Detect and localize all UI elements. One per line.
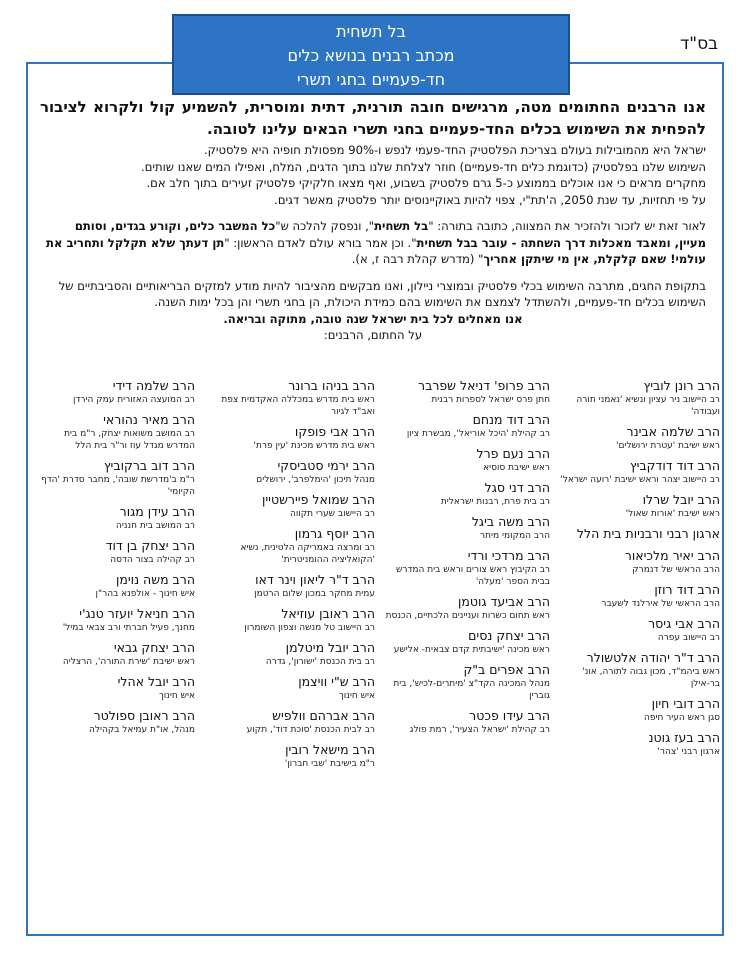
signatory-name: הרב אפרים ב"ק xyxy=(463,662,550,677)
signatory-column-3 xyxy=(205,378,375,776)
title-box xyxy=(172,14,570,95)
signatory-title: רב לבית הכנסת 'סוכת דוד', תקוע xyxy=(246,725,375,735)
signatory-name: הרב מרדכי ורדי xyxy=(467,548,550,563)
signatory-title: איש חינוך xyxy=(158,691,195,701)
signatory-title: רב המושב בית חנניה xyxy=(115,521,195,531)
signatory-entry xyxy=(560,730,720,758)
fact-3: מחקרים מראים כי אנו אוכלים בממוצע כ-5 גרם פלסטיק בשבוע, ואף מצאו חלקיקי פלסטיק זעירים בתוך חלב אם. xyxy=(146,176,706,190)
signatory-entry xyxy=(385,548,550,588)
signatory-title: רב ומרצה באמריקה הלטינית, נשיא 'הקואליציה ההומניטרית' xyxy=(240,543,375,565)
signatory-name: הרב ראובן ספולטר xyxy=(93,708,195,723)
torah-paragraph xyxy=(40,218,706,268)
signatory-title: רב קהילת 'היכל אוריאל', מבשרת ציון xyxy=(406,429,550,439)
signatory-entry xyxy=(385,378,550,406)
signatory-name: הרב שמואל פיירשטיין xyxy=(261,492,375,507)
signatory-entry xyxy=(385,480,550,508)
signatory-entry xyxy=(40,606,195,634)
signatory-title: רב בית הכנסת 'ישורון', גדרה xyxy=(265,657,375,667)
signatory-title: חתן פרס ישראל לספרות רבנית xyxy=(431,395,550,405)
signatory-name: הרב ראובן עוזיאל xyxy=(281,606,375,621)
signatory-name: הרב יובל אהלי xyxy=(117,674,195,689)
signatory-title: ראש תחום כשרות ועניינים הלכתיים, הכנסת xyxy=(385,611,550,621)
signatory-title: ראש ביהמ"ד, מכון גבוה לתורה, אונ' בר-אילן xyxy=(582,667,720,689)
signatory-title: ראש ישיבת 'שירת התורה', הרצליה xyxy=(62,657,195,667)
signatory-title: רב היישוב טל מנשה וצפון השומרון xyxy=(244,623,375,633)
signatory-entry xyxy=(40,538,195,566)
signatory-name: הרב בעז גוטנ xyxy=(648,730,720,745)
signatory-entry xyxy=(560,378,720,418)
signatory-title: רב קהילת 'ישראל הצעיר', רמת פולג xyxy=(409,725,550,735)
signatory-entry xyxy=(205,640,375,668)
signatory-name: הרב ירמי סטביסקי xyxy=(277,458,375,473)
signatory-title: הרב הראשי של דנמרק xyxy=(632,565,720,575)
signatory-entry xyxy=(205,378,375,418)
signatory-entry xyxy=(205,424,375,452)
signatory-entry xyxy=(205,526,375,566)
signatory-title: ראש ישיבת 'אורות שאול' xyxy=(625,509,720,519)
signatory-title: מנהל המכינה הקד"צ 'מיתרים-לכיש', בית גוברין xyxy=(393,679,550,701)
blessing: אנו מאחלים לכל בית ישראל שנה טובה, מתוקה ובריאה. xyxy=(223,311,523,326)
signatory-name: הרב דוד רוזן xyxy=(654,582,720,597)
holiday-paragraph: בתקופת החגים, מתרבה השימוש בכלי פלסטיק ובמוצרי ניילון, ואנו מבקשים מהציבור להיות מודע למזקים הבריאותיים והסביבתיים של השימוש בכלים חד-פעמיים, ולהשתדל לצמצם את השימוש בהם כמידת היכולת, הן בחגי תשרי והן בכל ימות השנה. xyxy=(58,278,706,309)
signatory-title: רב המושב משואות יצחק, ר"מ בית המדרש מגדל עוז ור"ר בית הלל xyxy=(64,429,195,451)
signed-label: על החתום, הרבנים: xyxy=(323,328,423,342)
signatory-entry xyxy=(385,628,550,656)
signatory-entry xyxy=(385,446,550,474)
fact-1: ישראל היא מהמובילות בעולם בצריכת הפלסטיק החד-פעמי לנפש ו-90% מפסולת חופיה היא פלסטיק. xyxy=(204,143,706,157)
fact-4: על פי תחזיות, עד שנת 2050, ה'תת"י, צפוי להיות באוקיינוסים יותר פלסטיק מאשר דגים. xyxy=(274,192,706,207)
signatories xyxy=(40,378,720,808)
torah-quote-1: בל תשחית xyxy=(374,219,429,233)
signatory-title: רב המועצה האזורית עמק הירדן xyxy=(73,395,195,405)
signatory-name: הרב דוד מנחם xyxy=(472,412,550,427)
signatory-title: איש חינוך - אולפנא בהר"ן xyxy=(95,589,195,599)
signatory-title: סגן ראש העיר חיפה xyxy=(643,713,720,723)
signatory-name: הרב דוד דודקביץ xyxy=(629,458,720,473)
signatory-entry xyxy=(205,458,375,486)
signatory-name: הרב עידו פכטר xyxy=(469,708,550,723)
signatory-entry xyxy=(40,640,195,668)
signatory-entry xyxy=(560,696,720,724)
signatory-entry xyxy=(385,514,550,542)
signatory-entry xyxy=(40,572,195,600)
title-line-1: בל תשחית xyxy=(336,22,406,41)
signatory-title: ראש בית מדרש מכינת 'עין פרת' xyxy=(253,441,375,451)
signatory-entry xyxy=(560,458,720,486)
signatory-name: הרב עידן מגור xyxy=(119,504,195,519)
signatory-entry xyxy=(205,742,375,770)
signatory-name: הרב יצחק בן דוד xyxy=(105,538,195,553)
signatory-entry xyxy=(560,424,720,452)
torah-quote-3: תן דעתך שלא תקלקל ותחריב את עולמי! שאם קלקלת, אין מי שיתקן אחריך xyxy=(46,235,706,266)
signatory-name: הרב חניאל יועזר טנג'י xyxy=(79,606,195,621)
signatory-title: ראש בית מדרש במכללה האקדמית צפת ואב"ד לגיור xyxy=(221,395,375,417)
torah-text-1: לאור זאת יש לזכור ולהזכיר את המצווה, כתובה בתורה: " xyxy=(428,219,706,233)
signatory-entry xyxy=(40,708,195,736)
signatory-name: הרב נעם פרל xyxy=(476,446,550,461)
signatory-entry xyxy=(385,594,550,622)
torah-text-4: " (מדרש קהלת רבה ז, א). xyxy=(351,252,484,266)
signatory-title: רב בית פרת, רבנות ישראלית xyxy=(440,497,550,507)
signatory-title: ארגון רבני 'צהר' xyxy=(657,747,720,757)
signatory-name: הרב אביעד גוטמן xyxy=(458,594,550,609)
signatory-name: הרב דני סגל xyxy=(484,480,550,495)
signatory-name: הרב שלמה דידי xyxy=(112,378,195,393)
signatory-entry xyxy=(560,582,720,610)
signatory-name: הרב יובל שרלו xyxy=(642,492,720,507)
signatory-name: הרב אבי גיסר xyxy=(648,616,720,631)
signatory-title: הרב הראשי של אירלנד לשעבר xyxy=(601,599,720,609)
signatory-entry xyxy=(205,708,375,736)
signatory-title: הרב המקומי מיתר xyxy=(480,531,550,541)
signatory-title: ראש ישיבת 'עטרת ירושלים' xyxy=(615,441,720,451)
torah-text-3: ". וכן אמר בורא עולם לאדם הראשון: " xyxy=(224,235,417,250)
signatory-name: הרב יוסף גרמון xyxy=(294,526,375,541)
signatory-name: הרב רונן לוביץ xyxy=(643,378,720,393)
signatory-title: עמית מחקר במכון שלום הרטמן xyxy=(254,589,375,599)
signatory-entry xyxy=(385,412,550,440)
signatory-entry xyxy=(205,492,375,520)
signatory-name: הרב מאיר נהוראי xyxy=(103,412,195,427)
signatory-name: הרב ש"י וויצמן xyxy=(298,674,375,689)
signatory-title: מחנך, פעיל חברתי ורב צבאי במיל' xyxy=(62,623,195,633)
signatory-name: הרב יצחק גבאי xyxy=(113,640,195,655)
signatory-entry xyxy=(560,548,720,576)
signatory-title: רב היישוב יצהר וראש ישיבת 'רועה ישראל' xyxy=(560,475,720,485)
signatory-title: ר"מ ב'מדרשת שובה', מחבר סדרת 'הדף הקיומי' xyxy=(40,475,195,497)
signatory-title: רב היישוב ניר עציון ונשיא 'נאמני תורה ועבודה' xyxy=(576,395,720,417)
signatory-name: הרב יאיר מלכיאור xyxy=(624,548,720,563)
signatory-entry xyxy=(385,708,550,736)
signatory-title: ראש ישיבת סוסיא xyxy=(483,463,550,473)
signatory-title: מנהל תיכון 'הימלפרב', ירושלים xyxy=(256,475,375,485)
lead-statement: אנו הרבנים החתומים מטה, מרגישים חובה תורנית, דתית ומוסרית, להשמיע קול ולקרוא לציבור להפחית את השימוש בכלים החד-פעמיים בחגי תשרי הבאים עלינו לטובה. xyxy=(40,98,706,138)
signatory-title: רב היישוב שערי תקווה xyxy=(290,509,375,519)
signatory-entry xyxy=(560,492,720,520)
torah-text-2: ", ונפסק להלכה ש" xyxy=(275,219,375,233)
signatory-title: מנהל, או"ת עמיאל בקהילה xyxy=(88,725,195,735)
signatory-entry xyxy=(40,674,195,702)
signatory-entry xyxy=(205,674,375,702)
signatory-entry xyxy=(560,616,720,644)
title-line-2: מכתב רבנים בנושא כלים xyxy=(287,46,455,65)
signatory-name: הרב דוב ברקוביץ xyxy=(103,458,195,473)
signatory-name: הרב אברהם וולפיש xyxy=(272,708,375,723)
signatory-entry xyxy=(40,412,195,452)
signatory-entry xyxy=(40,504,195,532)
signatory-entry xyxy=(560,650,720,690)
signatory-title: רב הקיבוץ ראש צורים וראש בית המדרש בבית הספר 'מעלה' xyxy=(396,565,550,587)
signatory-title: רב היישוב עפרה xyxy=(657,633,720,643)
signatory-title: רב קהילה בצור הדסה xyxy=(110,555,195,565)
signatory-column-1 xyxy=(560,378,720,764)
signatory-name: ארגון רבני ורבניות בית הלל xyxy=(576,526,720,541)
signatory-name: הרב ד"ר ליאון וינר דאו xyxy=(255,572,375,587)
signatory-title: איש חינוך xyxy=(338,691,375,701)
signatory-title: ראש מכינה 'ישיבתית קדם צבאית- אלישע xyxy=(393,645,550,655)
signatory-name: הרב ד"ר יהודה אלטשולר xyxy=(586,650,720,665)
signatory-name: הרב אבי פופקו xyxy=(294,424,375,439)
signatory-name: הרב בניהו ברונר xyxy=(288,378,375,393)
title-line-3: חד-פעמיים בחגי תשרי xyxy=(296,70,446,89)
signatory-name: הרב דובי חיון xyxy=(651,696,720,711)
signatory-entry xyxy=(40,458,195,498)
signatory-name: הרב יובל מיטלמן xyxy=(285,640,375,655)
signatory-entry xyxy=(560,526,720,542)
signatory-column-2 xyxy=(385,378,550,742)
signatory-entry xyxy=(205,606,375,634)
torah-quote-2: כל המשבר כלים, וקורע בגדים, וסותם מעיין, ומאבד מאכלות דרך השחתה - עובר בבל תשחית xyxy=(74,219,706,250)
signatory-name: הרב שלמה אבינר xyxy=(626,424,720,439)
letter-body xyxy=(40,96,706,344)
signatory-entry xyxy=(385,662,550,702)
bsd-mark: בס"ד xyxy=(680,34,718,54)
signatory-name: הרב משה ביגל xyxy=(471,514,550,529)
signatory-entry xyxy=(40,378,195,406)
signatory-name: הרב משה נוימן xyxy=(115,572,195,587)
signatory-name: הרב יצחק נסים xyxy=(468,628,550,643)
signatory-column-4 xyxy=(40,378,195,742)
signatory-name: הרב מישאל רובין xyxy=(285,742,375,757)
signatory-title: ר"מ בישיבת 'שבי חברון' xyxy=(284,759,375,769)
fact-2: השימוש שלנו בפלסטיק (כדוגמת כלים חד-פעמיים) חוזר לצלחת שלנו בתוך הדגים, המלח, ואפילו המים שאנו שותים. xyxy=(141,159,706,174)
signatory-entry xyxy=(205,572,375,600)
signatory-name: הרב פרופ' דניאל שפרבר xyxy=(418,378,550,393)
